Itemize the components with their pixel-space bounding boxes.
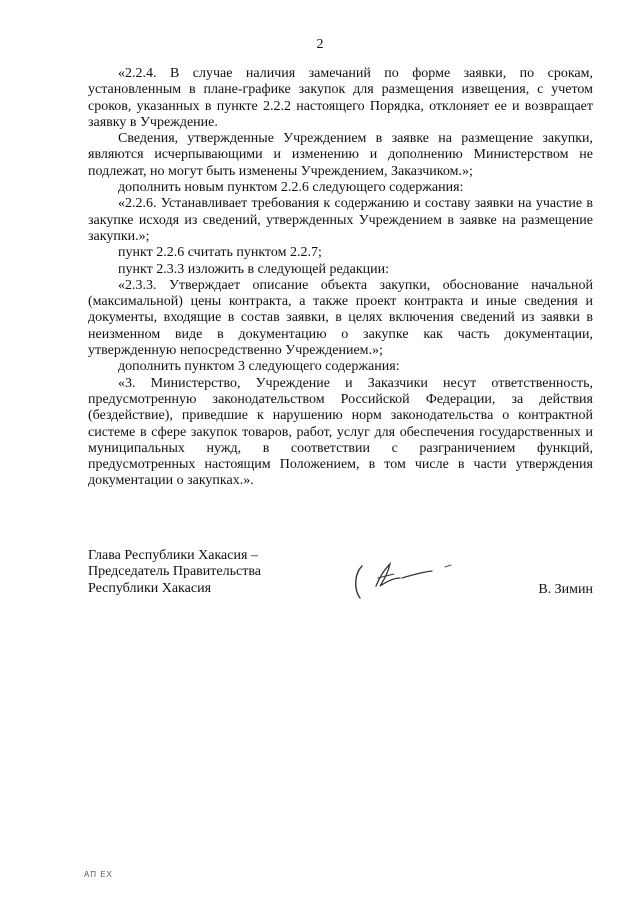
paragraph-edit-2-3-3: пункт 2.3.3 изложить в следующей редакции:: [118, 261, 389, 277]
footer-code: АП ЕХ: [84, 870, 113, 879]
page-number: 2: [316, 37, 324, 52]
signatory-title: Глава Республики Хакасия – Председатель Правительства Республики Хакасия: [88, 548, 261, 596]
signature-block: [88, 548, 593, 608]
paragraph-information-scope: Сведения, утвержденные Учреждением в заявке на размещение закупки, являются исчерпывающими и изменению и дополнению Министерством не подлежат, но могут быть изменены Учреждением, Заказчиком.»;: [88, 131, 593, 179]
paragraph-renumber: пункт 2.2.6 считать пунктом 2.2.7;: [118, 245, 322, 261]
document-body: [88, 66, 593, 490]
paragraph-2-2-6: «2.2.6. Устанавливает требования к содержанию и составу заявки на участие в закупке исходя из сведений, утвержденных Учреждением в заявке на размещение закупки.»;: [88, 196, 593, 244]
paragraph-2-3-3: «2.3.3. Утверждает описание объекта закупки, обоснование начальной (максимальной) цены контракта, а также проект контракта и иные сведения и документы, входящие в состав заявки, в целях включения сведений из заявки в неизменном виде в документацию о закупке как часть документации, утвержденную непосредственно Учреждением.»;: [88, 277, 593, 359]
paragraph-2-2-4: «2.2.4. В случае наличия замечаний по форме заявки, по срокам, установленным в плане-графике закупок для размещения извещения, с учетом сроков, указанных в пункте 2.2.2 настоящего Порядка, отклоняет ее и возвращает заявку в Учреждение.: [88, 66, 593, 130]
handwritten-signature: [350, 556, 470, 606]
paragraph-add-3: дополнить пунктом 3 следующего содержания:: [118, 359, 400, 375]
paragraph-3-responsibility: «3. Министерство, Учреждение и Заказчики несут ответственность, предусмотренную законодательством Российской Федерации, за действия (бездействие), приведшие к нарушению норм законодательства о контрактной системе в сфере закупок товаров, работ, услуг для обеспечения государственных и муниципальных нужд, в соответствии с разграничением функций, предусмотренных настоящим Положением, в том числе в части утверждения документации о закупках.».: [88, 375, 593, 489]
paragraph-add-2-2-6: дополнить новым пунктом 2.2.6 следующего содержания:: [118, 180, 464, 196]
signatory-name: В. Зимин: [538, 582, 593, 597]
